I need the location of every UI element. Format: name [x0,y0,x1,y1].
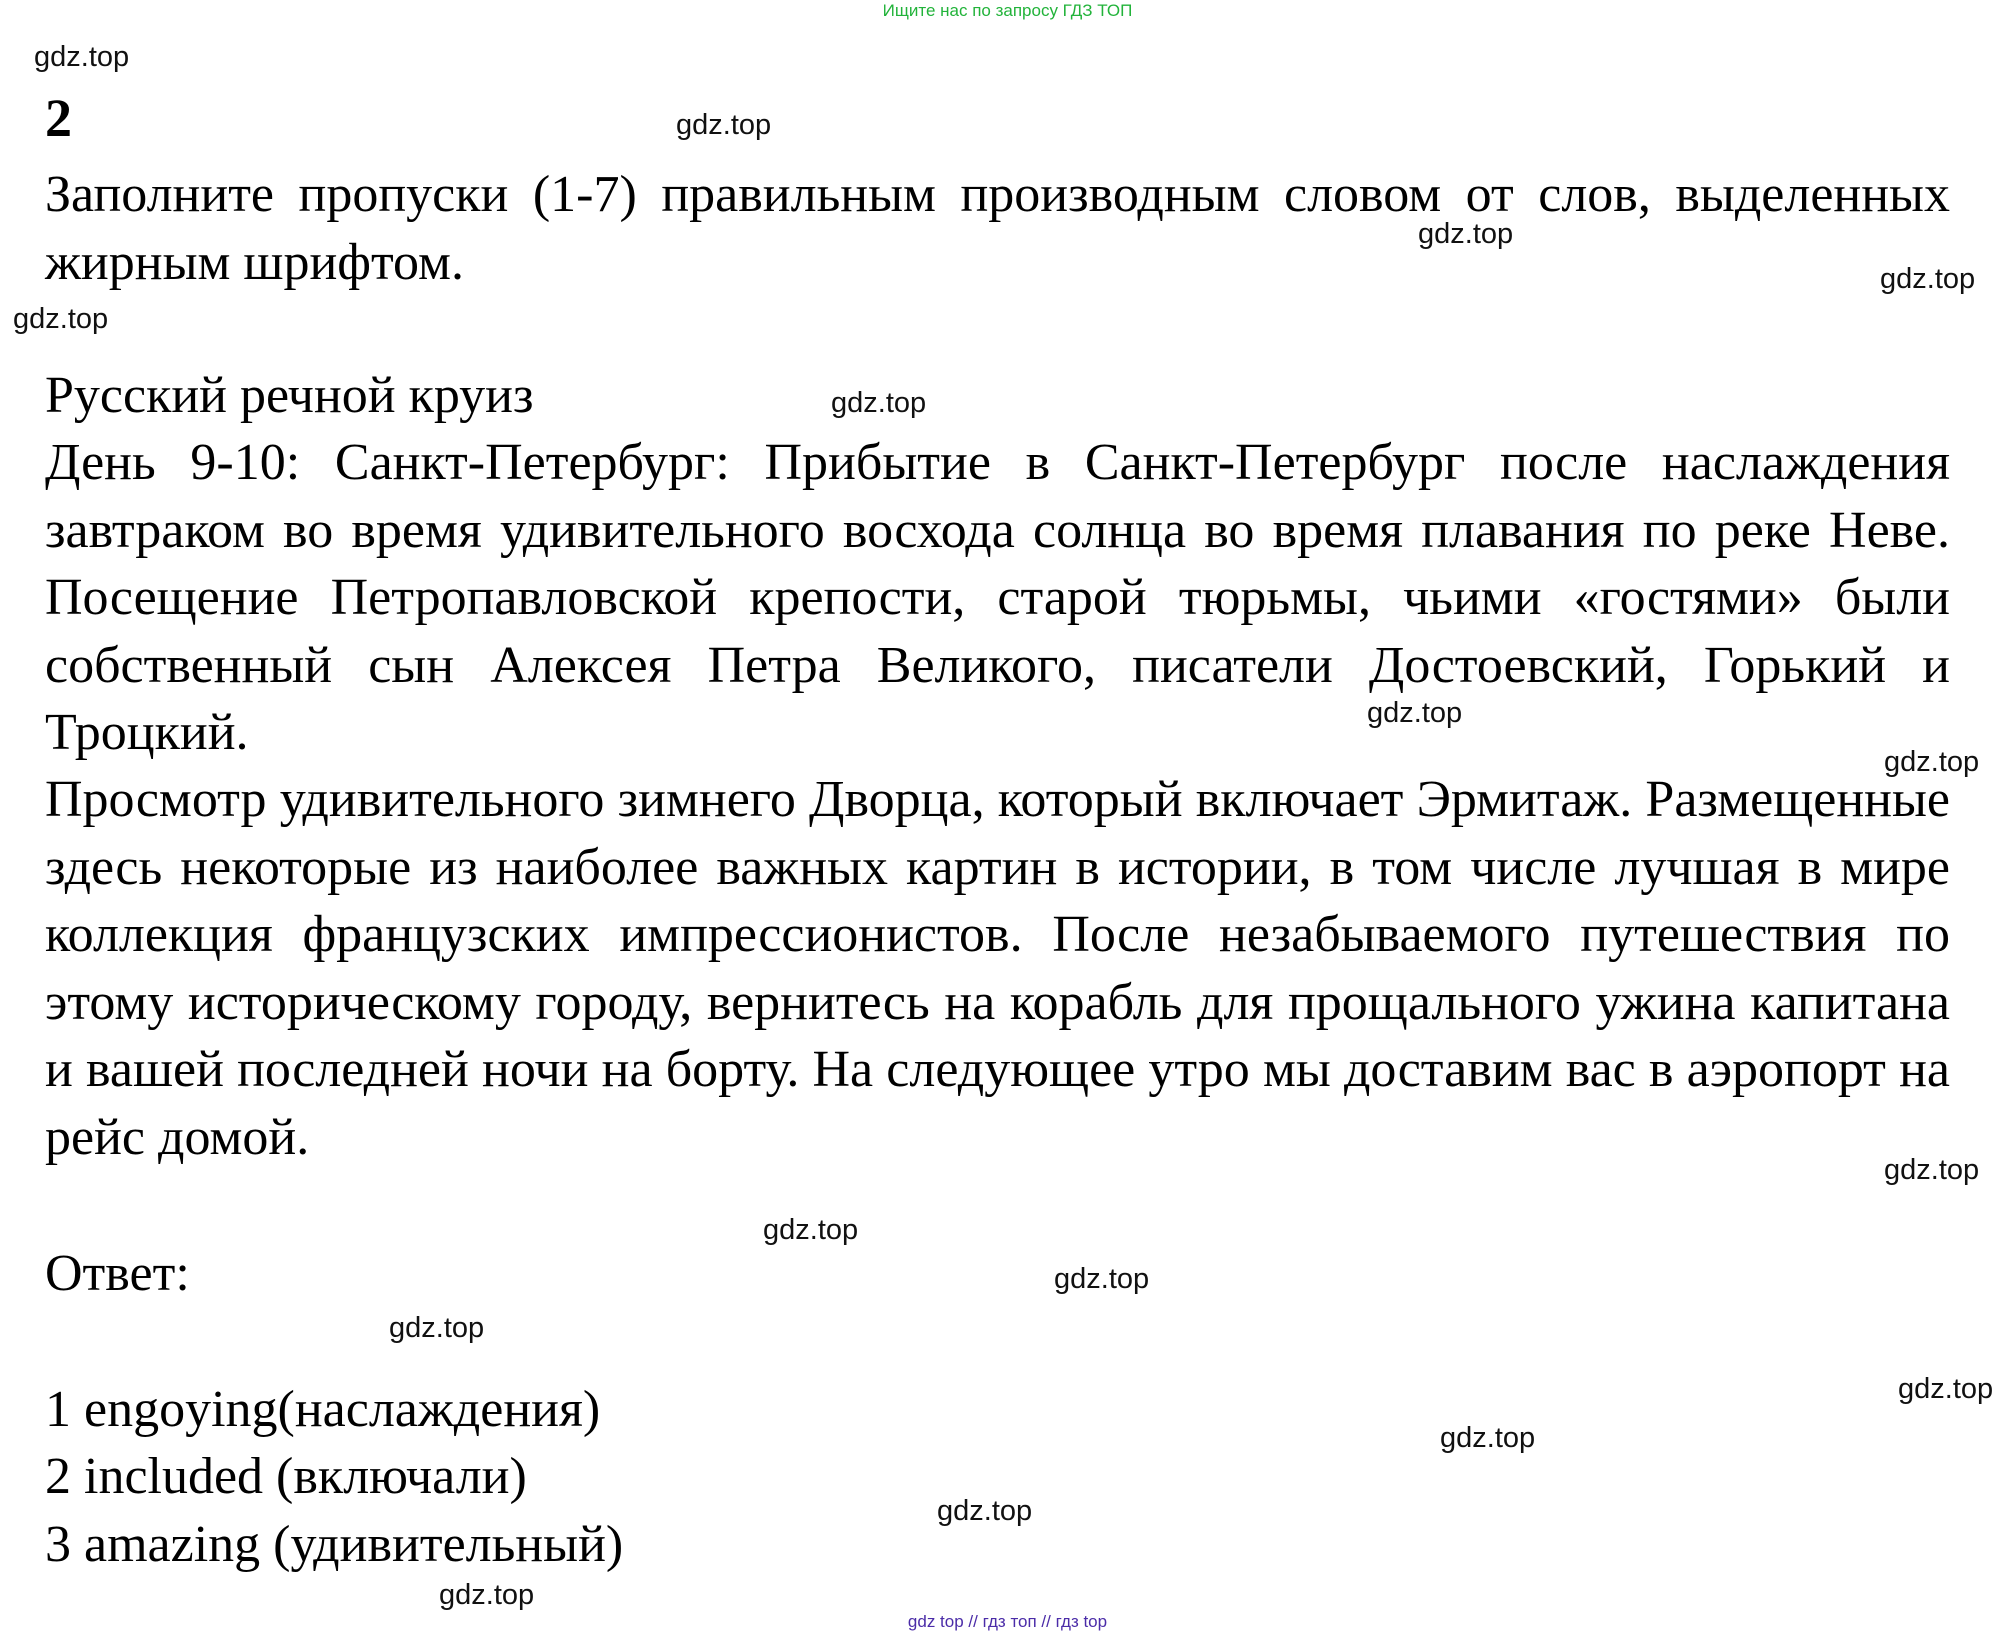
watermark: gdz.top [937,1495,1033,1527]
watermark: gdz.top [439,1579,535,1611]
text-title: Русский речной круиз [45,367,534,424]
top-banner: Ищите нас по запросу ГДЗ ТОП [882,1,1133,20]
watermark: gdz.top [389,1312,485,1344]
watermark: gdz.top [831,387,927,419]
task-number: 2 [45,88,72,148]
watermark: gdz.top [1418,218,1514,250]
footer-links: gdz top // гдз топ // гдз top [907,1612,1108,1631]
text-paragraph-1: День 9-10: Санкт-Петербург: Прибытие в Санкт-Петербург после наслаждения завтраком во время удивительного восхода солнца во время плавания по реке Неве. Посещение Петропавловской крепости, старой тюрьмы, чьими «гостями» были собственный сын Алексея Петра Великого, писатели Достоевский, Горький и Троцкий. [45,434,1950,761]
watermark: gdz.top [34,41,130,73]
watermark: gdz.top [676,109,772,141]
answer-label: Ответ: [45,1245,190,1302]
watermark: gdz.top [1880,263,1976,295]
watermark: gdz.top [1898,1373,1994,1405]
watermark: gdz.top [1440,1422,1536,1454]
watermark: gdz.top [13,303,109,335]
watermark: gdz.top [1367,697,1463,729]
watermark: gdz.top [763,1214,859,1246]
task-instruction: Заполните пропуски (1-7) правильным производным словом от слов, выделенных жирным шрифтом. [45,166,1950,291]
answer-item: 2 included (включали) [45,1448,527,1505]
watermark: gdz.top [1054,1263,1150,1295]
watermark: gdz.top [1884,1154,1980,1186]
answer-item: 3 amazing (удивительный) [45,1516,624,1573]
answer-item: 1 engoying(наслаждения) [45,1381,601,1438]
watermark: gdz.top [1884,746,1980,778]
text-paragraph-2: Просмотр удивительного зимнего Дворца, который включает Эрмитаж. Размещенные здесь некоторые из наиболее важных картин в истории, в том числе лучшая в мире коллекция французских импрессионистов. После незабываемого путешествия по этому историческому городу, вернитесь на корабль для прощального ужина капитана и вашей последней ночи на борту. На следующее утро мы доставим вас в аэропорт на рейс домой. [45,771,1950,1166]
